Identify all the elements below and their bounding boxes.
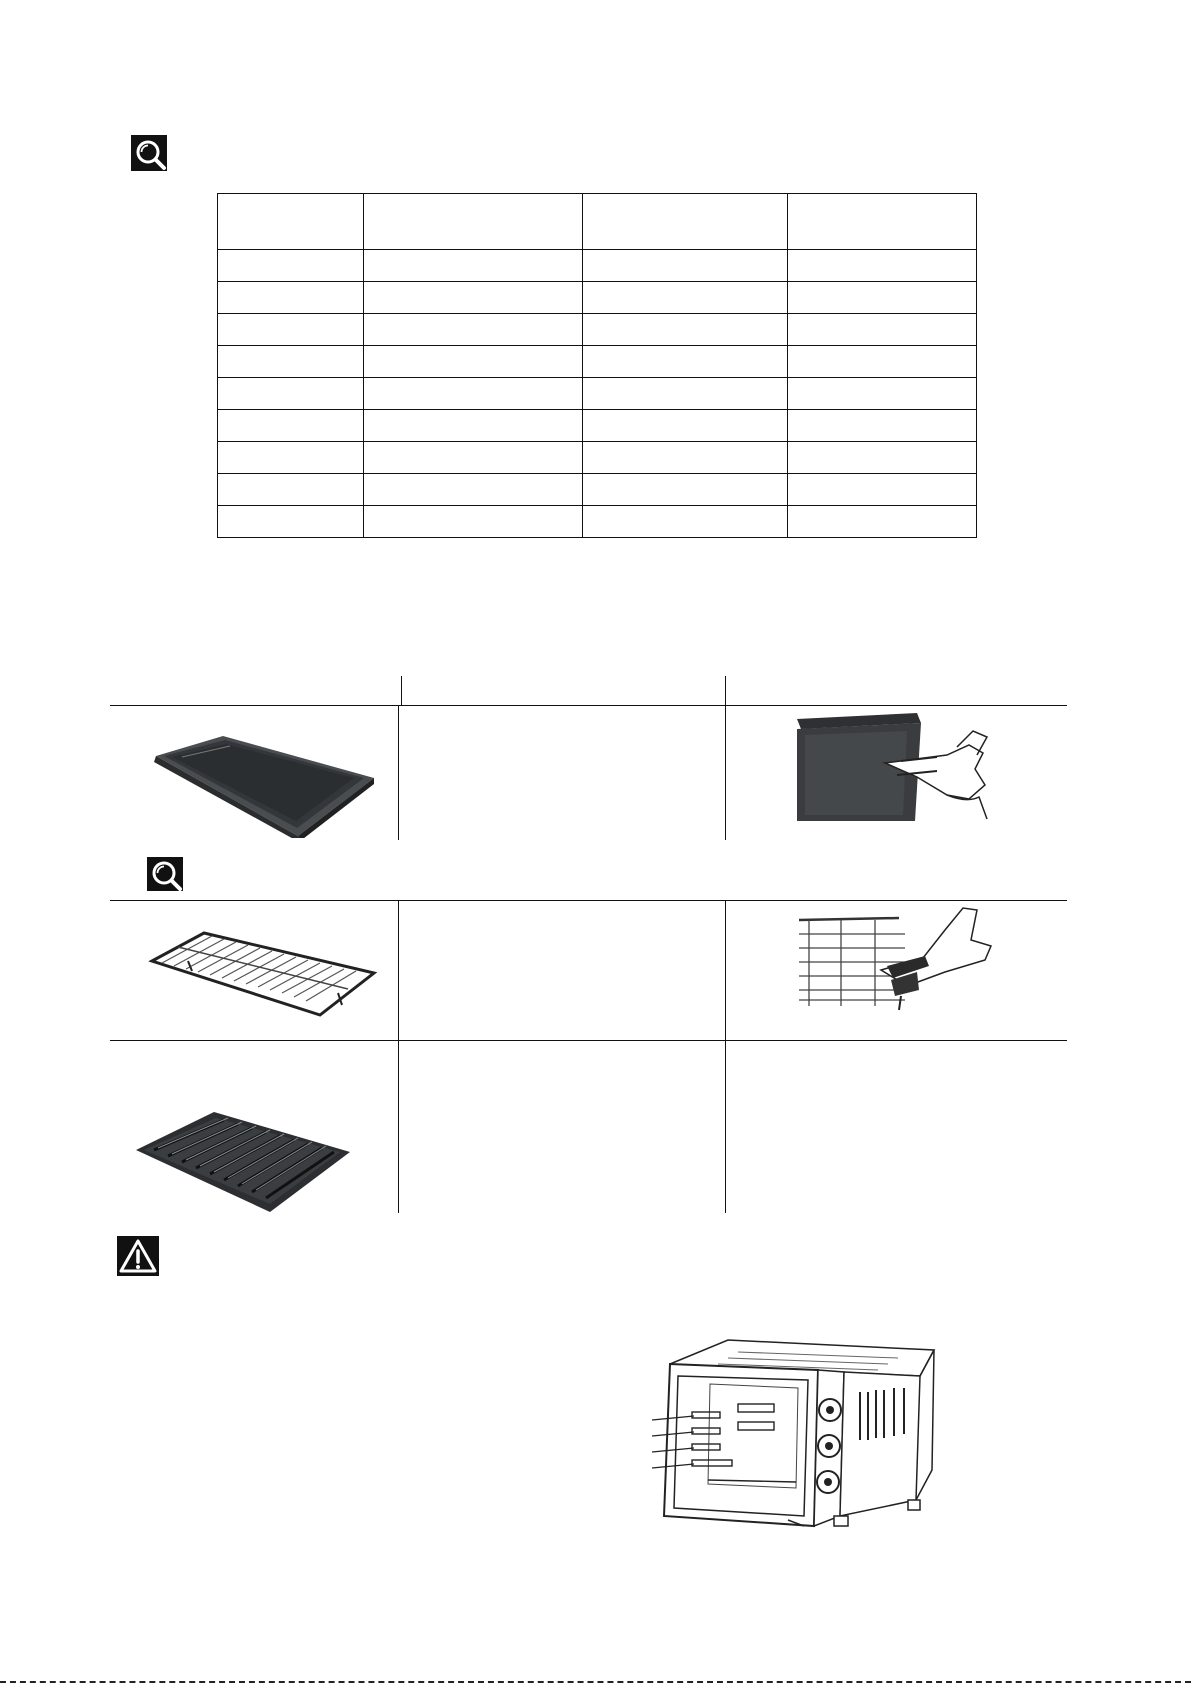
table-row [218,314,977,346]
table-cell [218,378,364,410]
table-cell [788,474,977,506]
magnifier-icon [147,857,183,891]
table-header-cell [218,194,364,250]
table-row [218,250,977,282]
table-cell [583,410,788,442]
rack-handle-image [795,900,995,1012]
tray-handle-image [797,707,993,821]
table-cell [583,378,788,410]
table-cell [218,346,364,378]
table-row [218,506,977,538]
col-divider-1 [398,706,399,840]
page-bottom-dotted-rule [0,1681,1191,1683]
table-row [218,474,977,506]
warning-triangle-icon [117,1236,159,1276]
table-cell [364,346,583,378]
table-cell [364,250,583,282]
table-cell [218,282,364,314]
table-cell [364,314,583,346]
table-cell [364,282,583,314]
table-cell [364,410,583,442]
header-divider-2 [725,676,726,705]
col-divider-6 [725,1041,726,1213]
header-divider-1 [401,676,402,705]
grid-rule-3 [110,1040,1067,1041]
table-cell [583,442,788,474]
table-header-cell [788,194,977,250]
table-cell [218,314,364,346]
grill-tray-image [132,1110,352,1214]
table-row [218,378,977,410]
table-cell [364,506,583,538]
table-cell [788,410,977,442]
table-cell [788,506,977,538]
table-cell [788,442,977,474]
magnifier-icon [131,135,167,171]
table-cell [364,378,583,410]
table-cell [218,250,364,282]
spec-table [217,193,977,538]
table-cell [788,282,977,314]
table-cell [364,442,583,474]
table-cell [583,250,788,282]
wire-rack-image [148,931,378,1017]
table-row [218,410,977,442]
table-header-cell [583,194,788,250]
baking-tray-image [142,730,377,838]
table-cell [218,442,364,474]
col-divider-5 [398,1041,399,1213]
table-cell [583,474,788,506]
col-divider-4 [725,901,726,1040]
grid-rule-1 [110,705,1067,706]
table-cell [218,410,364,442]
table-cell [364,474,583,506]
table-row [218,282,977,314]
table-cell [788,314,977,346]
table-cell [583,314,788,346]
oven-shelf-positions-image [648,1330,952,1530]
table-cell [788,378,977,410]
col-divider-2 [725,706,726,840]
table-cell [583,346,788,378]
table-header-cell [364,194,583,250]
table-header-row [218,194,977,250]
table-row [218,442,977,474]
table-cell [788,250,977,282]
table-cell [218,474,364,506]
table-cell [583,282,788,314]
table-cell [583,506,788,538]
table-cell [218,506,364,538]
table-row [218,346,977,378]
col-divider-3 [398,901,399,1040]
table-cell [788,346,977,378]
